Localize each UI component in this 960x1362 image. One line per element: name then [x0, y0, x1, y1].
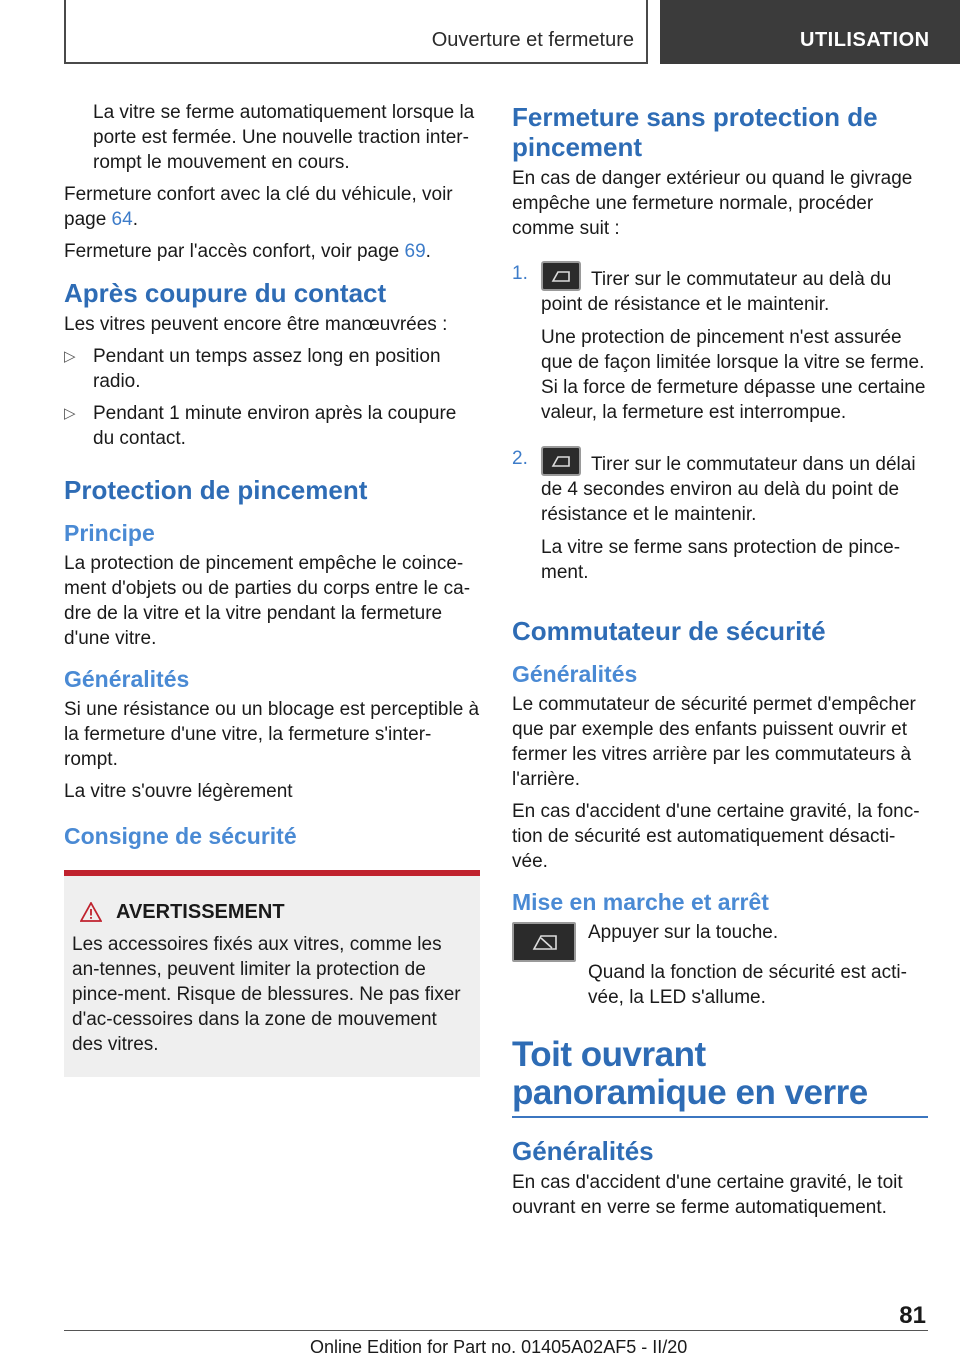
page-link-64[interactable]: 64: [111, 209, 133, 230]
window-switch-icon: [541, 261, 581, 291]
paragraph-apres-intro: Les vitres peuvent encore être manœuvrées :: [64, 314, 448, 335]
safety-switch-icon: [512, 922, 576, 962]
footer-edition: Online Edition for Part no. 01405A02AF5 - II/20: [310, 1337, 688, 1357]
heading-generalites: Généralités: [64, 666, 190, 692]
paragraph-comfort-access: Fermeture par l'accès confort, voir page 69.: [64, 241, 431, 262]
paragraph-auto-close: La vitre se ferme automatiquement lorsque la porte est fermée. Une nouvelle traction inter-rompt le mouvement en cours.: [93, 102, 475, 173]
warning-text: Les accessoires fixés aux vitres, comme les an-tennes, peuvent limiter la protection de pince-ment. Risque de blessures. Ne pas fixer d'ac-cessoires dans la zone de mouvement des vitres.: [72, 934, 461, 1055]
paragraph-mise-1: Appuyer sur la touche.: [588, 922, 779, 943]
page-number: 81: [899, 1302, 926, 1329]
paragraph-generalites-1: Si une résistance ou un blocage est perceptible à la fermeture d'une vitre, la fermeture s'inter-rompt.: [64, 699, 480, 770]
step-note: La vitre se ferme sans protection de pince-ment.: [541, 537, 901, 583]
warning-box: [64, 870, 480, 1077]
step-number: 1.: [512, 263, 528, 284]
section-title: Ouverture et fermeture: [431, 29, 634, 51]
footer-divider: [64, 1330, 928, 1331]
step-number: 2.: [512, 448, 528, 469]
paragraph-principe: La protection de pincement empêche le coince-ment d'objets ou de parties du corps entre le ca-dre de la vitre et la vitre pendant la fermeture d'une vitre.: [64, 553, 471, 649]
triangle-bullet-icon: ▷: [64, 348, 76, 365]
heading-rule: [512, 1116, 928, 1118]
list-item: ▷ Pendant un temps assez long en position radio.: [64, 346, 441, 392]
procedure-step: 1. Tirer sur le commutateur au delà du point de résistance et le maintenir. Une protection de pincement n'est assurée que de façon limitée lorsque la vitre se ferme. Si la force de fermeture dépasse une certaine valeur, la fermeture est interrompue.: [512, 261, 928, 432]
heading-fermeture-sans-protection: Fermeture sans protection de pincement: [512, 102, 878, 162]
paragraph-commutateur-1: Le commutateur de sécurité permet d'empêcher que par exemple des enfants puissent ouvrir et fermer les vitres arrière par les commutateurs à l'arrière.: [512, 694, 916, 790]
right-column: [512, 100, 928, 1227]
paragraph-comfort-key: Fermeture confort avec la clé du véhicule, voir page 64.: [64, 184, 453, 230]
heading-toit-ouvrant: Toit ouvrant panoramique en verre: [512, 1035, 868, 1112]
step-note: Une protection de pincement n'est assurée que de façon limitée lorsque la vitre se ferme. Si la force de fermeture dépasse une certaine valeur, la fermeture est interrompue.: [541, 327, 926, 423]
warning-title: AVERTISSEMENT: [72, 900, 472, 924]
paragraph-mise-2a: Quand la fonction de sécurité est acti-vée, la LED s'allume.: [588, 962, 907, 1008]
heading-generalites-toit: Généralités: [512, 1136, 654, 1166]
paragraph-generalites-2: La vitre s'ouvre légèrement: [64, 781, 293, 802]
running-header-chapter: [660, 0, 960, 64]
page-link-69[interactable]: 69: [404, 241, 426, 262]
heading-mise-en-marche: Mise en marche et arrêt: [512, 889, 769, 915]
heading-protection: Protection de pincement: [64, 475, 368, 505]
warning-triangle-icon: [80, 902, 102, 922]
heading-consigne: Consigne de sécurité: [64, 823, 297, 849]
window-switch-icon: [541, 446, 581, 476]
paragraph-toit: En cas d'accident d'une certaine gravité, le toit ouvrant en verre se ferme automatiquement.: [512, 1172, 903, 1218]
chapter-title: UTILISATION: [800, 29, 930, 51]
paragraph-fermeture-intro: En cas de danger extérieur ou quand le givrage empêche une fermeture normale, procéder comme suit :: [512, 168, 913, 239]
procedure-step: 2. Tirer sur le commutateur dans un délai de 4 secondes environ au delà du point de résistance et le maintenir. La vitre se ferme sans protection de pince-ment.: [512, 446, 928, 592]
running-header-section: [64, 0, 648, 64]
heading-generalites-commutateur: Généralités: [512, 661, 638, 687]
triangle-bullet-icon: ▷: [64, 405, 76, 422]
heading-commutateur: Commutateur de sécurité: [512, 616, 826, 646]
safety-switch-row: [512, 920, 928, 962]
left-column: [64, 100, 480, 1077]
heading-apres-coupure: Après coupure du contact: [64, 278, 387, 308]
list-item: ▷ Pendant 1 minute environ après la coupure du contact.: [64, 403, 457, 449]
heading-principe: Principe: [64, 520, 155, 546]
paragraph-commutateur-2: En cas d'accident d'une certaine gravité, la fonc-tion de sécurité est automatiquement désacti-vée.: [512, 801, 920, 872]
